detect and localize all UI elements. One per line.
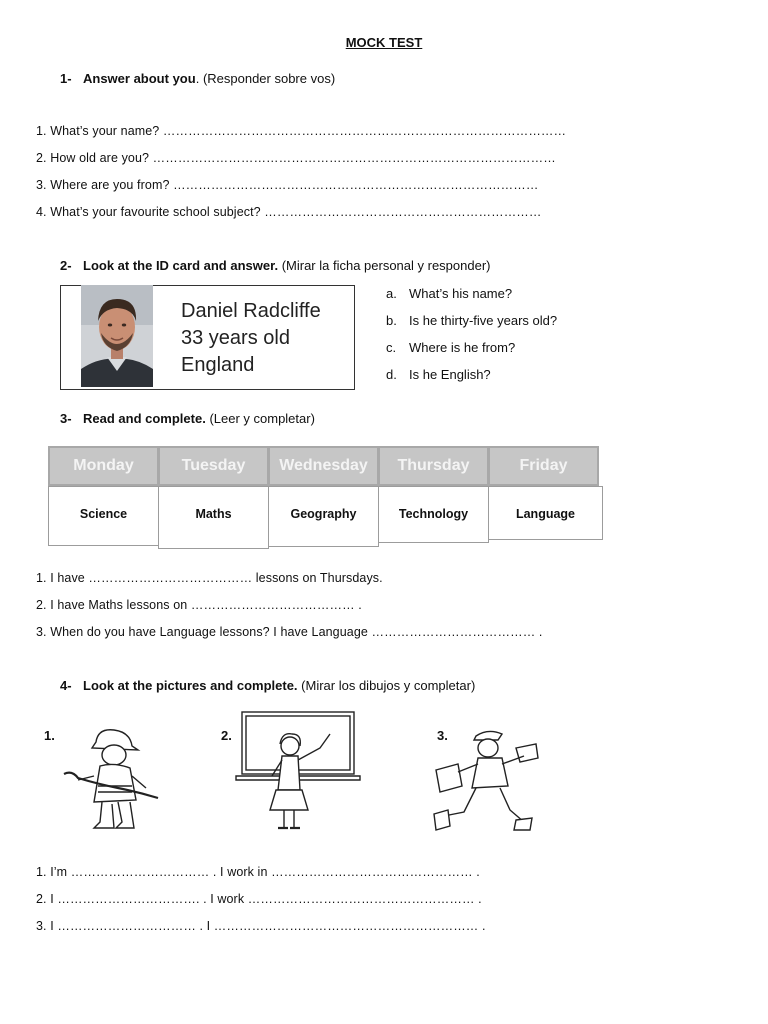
question-letter: d.: [386, 367, 397, 382]
id-country: England: [181, 354, 255, 376]
section-title: Look at the pictures and complete.: [83, 678, 298, 693]
id-question: [386, 313, 557, 328]
timetable: [48, 446, 608, 556]
question-text: Is he English?: [409, 367, 491, 382]
picture-number: 1.: [44, 728, 55, 743]
picture-number: 2.: [221, 728, 232, 743]
timetable-subject: Geography: [268, 486, 379, 547]
timetable-day: Friday: [488, 446, 599, 486]
firefighter-drawing: [58, 722, 168, 840]
timetable-subject: Maths: [158, 486, 269, 549]
question-text: What’s his name?: [409, 286, 513, 301]
id-question: [386, 367, 491, 382]
section-note: (Responder sobre vos): [202, 71, 336, 86]
question-line[interactable]: 2. How old are you? ……………………………………………………………………………………: [36, 151, 556, 165]
id-question: [386, 286, 512, 301]
section-number: 4-: [60, 678, 72, 693]
question-text: Where is he from?: [409, 340, 516, 355]
page-title: MOCK TEST: [345, 35, 423, 50]
id-name: Daniel Radcliffe: [181, 300, 321, 322]
section-title: Read and complete.: [83, 411, 206, 426]
timetable-day: Thursday: [378, 446, 489, 486]
teacher-drawing: [234, 710, 364, 840]
section-3-heading: [60, 411, 315, 426]
timetable-day: Wednesday: [268, 446, 379, 486]
section-1-heading: [60, 71, 335, 86]
section-title: Look at the ID card and answer.: [83, 258, 279, 273]
id-card: [60, 285, 355, 390]
section-note: (Leer y completar): [209, 411, 315, 426]
question-text: Is he thirty-five years old?: [409, 313, 558, 328]
question-line[interactable]: 4. What’s your favourite school subject? …………………………………………………………: [36, 205, 542, 219]
timetable-day: Monday: [48, 446, 159, 486]
complete-line[interactable]: 1. I have ………………………………… lessons on Thursdays.: [36, 571, 383, 585]
complete-line[interactable]: 3. When do you have Language lessons? I have Language ………………………………… .: [36, 625, 543, 639]
question-line[interactable]: 1. What’s your name? ……………………………………………………………………………………: [36, 124, 567, 138]
id-card-details: [181, 298, 321, 379]
section-note: (Mirar los dibujos y completar): [301, 678, 476, 693]
section-number: 3-: [60, 411, 72, 426]
picture-line[interactable]: 2. I ……………………………. . I work ……………………………………………… .: [36, 892, 482, 906]
section-title: Answer about you: [83, 71, 196, 86]
section-number: 1-: [60, 71, 72, 86]
timetable-subject: Science: [48, 486, 159, 546]
section-note: (Mirar la ficha personal y responder): [281, 258, 491, 273]
postman-drawing: [428, 726, 546, 838]
timetable-day: Tuesday: [158, 446, 269, 486]
question-line[interactable]: 3. Where are you from? ……………………………………………………………………………: [36, 178, 539, 192]
id-question: [386, 340, 515, 355]
section-title-dot: .: [195, 71, 200, 86]
timetable-subject: Technology: [378, 486, 489, 543]
picture-number: 3.: [437, 728, 448, 743]
complete-line[interactable]: 2. I have Maths lessons on ………………………………… .: [36, 598, 362, 612]
picture-line[interactable]: 3. I …………………………… . I ……………………………………………………… .: [36, 919, 486, 933]
picture-line[interactable]: 1. I’m …………………………… . I work in ………………………………………… .: [36, 865, 480, 879]
portrait-photo: [81, 285, 153, 387]
section-number: 2-: [60, 258, 72, 273]
section-2-heading: [60, 258, 491, 273]
question-letter: c.: [386, 340, 397, 355]
id-age: 33 years old: [181, 327, 290, 349]
question-letter: a.: [386, 286, 397, 301]
timetable-subject: Language: [488, 486, 603, 540]
section-4-heading: [60, 678, 475, 693]
question-letter: b.: [386, 313, 397, 328]
